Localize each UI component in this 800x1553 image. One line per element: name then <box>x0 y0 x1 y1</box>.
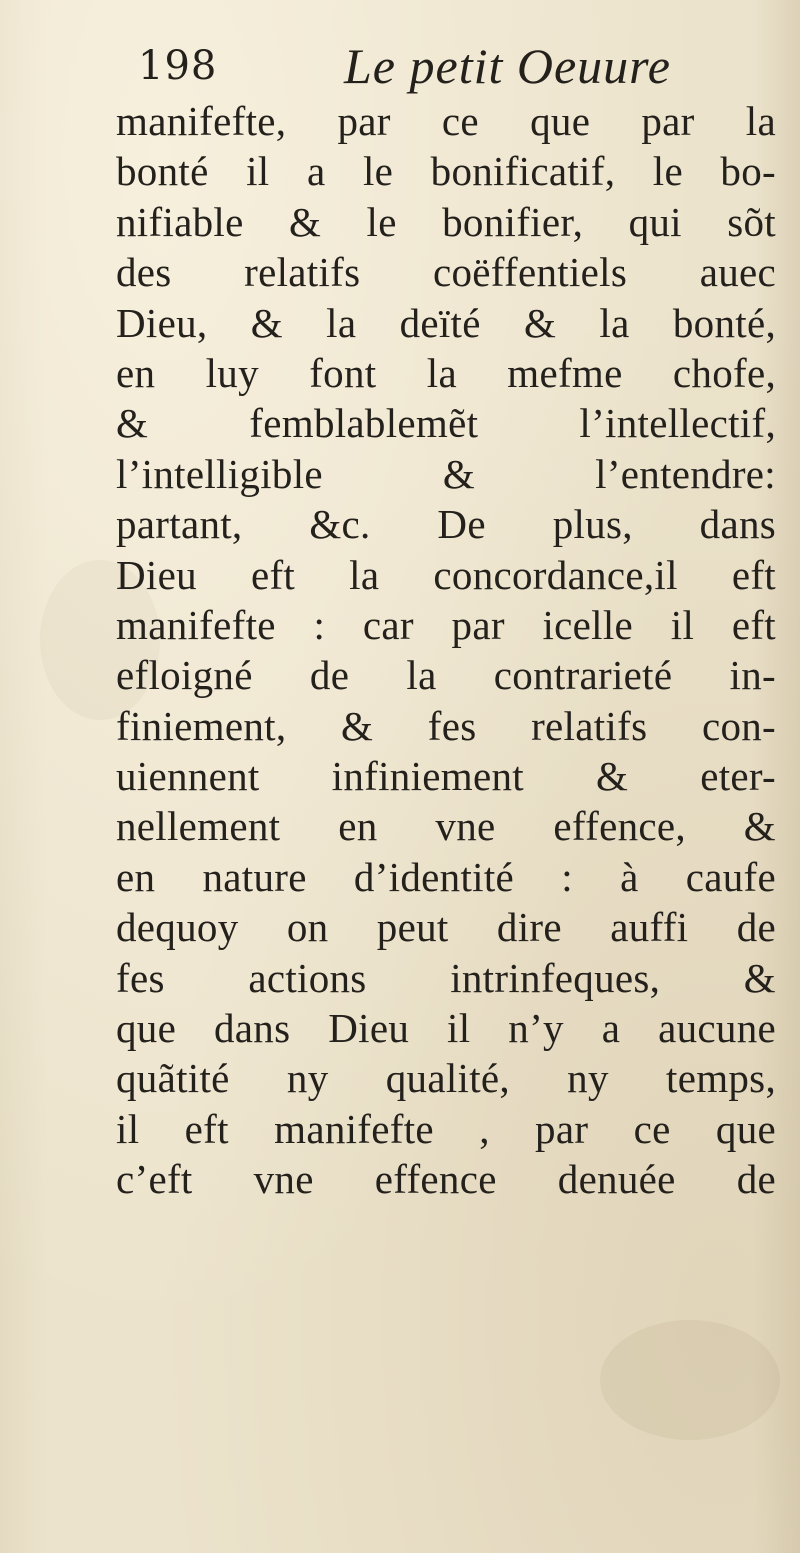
text-line: nellement en vne effence, & <box>116 803 776 850</box>
text-line: il eft manifefte , par ce que <box>116 1105 776 1152</box>
text-line: manifefte, par ce que par la <box>116 98 776 144</box>
text-line: en luy font la mefme chofe, <box>116 349 776 396</box>
page-number: 198 <box>138 43 218 89</box>
text-line: partant, &c. De plus, dans <box>116 501 776 548</box>
text-line: fes actions intrinfeques, & <box>116 954 776 1001</box>
text-line: l’intelligible & l’entendre: <box>116 450 776 497</box>
page-header <box>138 30 738 100</box>
text-line: manifefte : car par icelle il eft <box>116 601 776 648</box>
text-line: quãtité ny qualité, ny temps, <box>116 1055 776 1102</box>
text-line: Dieu eft la concordance,il eft <box>116 551 776 598</box>
paper-stain <box>600 1320 780 1440</box>
text-line: que dans Dieu il n’y a aucune <box>116 1005 776 1052</box>
text-line: dequoy on peut dire auffi de <box>116 904 776 951</box>
text-line: uiennent infiniement & eter- <box>116 753 776 800</box>
text-line: nifiable & le bonifier, qui sõt <box>116 198 776 245</box>
text-line: des relatifs coëffentiels auec <box>116 249 776 296</box>
body-text <box>116 96 776 1205</box>
text-line: en nature d’identité : à caufe <box>116 853 776 900</box>
text-line: finiement, & fes relatifs con- <box>116 702 776 749</box>
text-line: c’eft vne effence denuée de <box>116 1156 776 1203</box>
text-line: Dieu, & la deïté & la bonté, <box>116 299 776 346</box>
text-line: & femblablemẽt l’intellectif, <box>116 400 776 447</box>
text-line: efloigné de la contrarieté in- <box>116 652 776 699</box>
running-head: Le petit Oeuure <box>344 38 671 94</box>
text-line: bonté il a le bonificatif, le bo- <box>116 148 776 195</box>
